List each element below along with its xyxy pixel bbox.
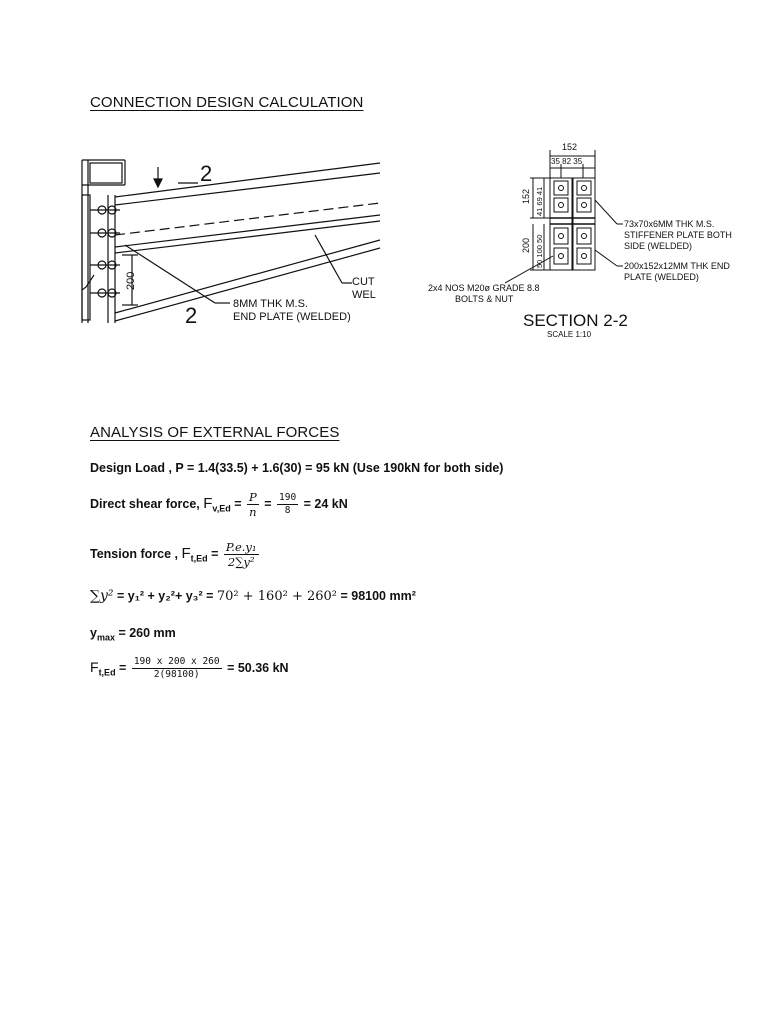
- sum-lhs: ∑y²: [90, 588, 114, 604]
- dim-top-152: 152: [562, 142, 578, 152]
- tension-force-line: [90, 540, 261, 569]
- ft-subscript: t,Ed: [98, 667, 116, 678]
- beam-elevation-drawing: [80, 155, 385, 325]
- callout-cut-line1: CUT: [352, 276, 375, 288]
- sum-terms: 70² + 160² + 260²: [216, 589, 337, 604]
- ft-calc-line: [90, 656, 289, 681]
- section-scale: SCALE 1:10: [547, 330, 592, 339]
- shear-equals-2: =: [260, 496, 276, 511]
- shear-denominator-numeric: 8: [284, 505, 291, 516]
- shear-fraction-symbolic: [247, 490, 259, 519]
- ft-denominator: 2(98100): [153, 669, 200, 680]
- analysis-heading: ANALYSIS OF EXTERNAL FORCES: [90, 424, 340, 441]
- note-stiffener-line1: 73x70x6MM THK M.S.: [624, 219, 715, 229]
- dim-left-152: 152: [521, 188, 531, 204]
- callout-cut-line2: WEL: [352, 289, 376, 301]
- dim-top-parts: 35 82 35: [551, 157, 583, 166]
- tension-denominator: 2∑y²: [227, 555, 255, 569]
- tension-equals: =: [207, 546, 222, 561]
- ymax-line: [90, 626, 176, 643]
- section-mark-top: 2: [200, 161, 213, 186]
- note-stiffener-line3: SIDE (WELDED): [624, 241, 693, 251]
- sum-result: = 98100 mm²: [337, 589, 416, 603]
- section-title: SECTION 2-2: [523, 311, 628, 330]
- dim-left-200: 200: [521, 237, 531, 253]
- callout-end-plate-line1: 8MM THK M.S.: [233, 298, 308, 310]
- shear-numerator-numeric: 190: [279, 492, 297, 503]
- ymax-subscript: max: [96, 632, 115, 643]
- section-mark-bottom: 2: [185, 303, 198, 325]
- ft-numerator: 190 x 200 x 260: [133, 656, 220, 667]
- shear-equals: =: [230, 496, 246, 511]
- note-end-plate-line2: PLATE (WELDED): [624, 272, 699, 282]
- shear-force-line: [90, 490, 348, 519]
- shear-label: Direct shear force,: [90, 496, 204, 511]
- ft-symbol: F: [90, 658, 99, 675]
- note-bolts-line2: BOLTS & NUT: [455, 294, 514, 304]
- tension-numerator: P.e.y₁: [225, 540, 257, 554]
- ft-result: = 50.36 kN: [223, 660, 289, 675]
- shear-fraction-numeric: [277, 492, 298, 517]
- page-title: CONNECTION DESIGN CALCULATION: [90, 94, 364, 111]
- tension-symbol: F: [181, 544, 191, 562]
- ft-equals: =: [115, 660, 130, 675]
- dim-left-mid: 41 69 41: [535, 186, 544, 216]
- dim-left-parts: 50 100 50: [535, 234, 544, 268]
- section-2-2-drawing: [425, 138, 755, 343]
- note-bolts-line1: 2x4 NOS M20ø GRADE 8.8: [428, 283, 540, 293]
- sum-y-squared-line: [90, 588, 416, 604]
- callout-end-plate-line2: END PLATE (WELDED): [233, 311, 351, 323]
- ymax-value: = 260 mm: [114, 626, 176, 640]
- ft-fraction: [132, 656, 222, 681]
- tension-label: Tension force ,: [90, 546, 182, 561]
- shear-numerator-symbolic: P: [249, 490, 257, 504]
- tension-subscript: t,Ed: [190, 553, 208, 564]
- dim-200-label: 200: [125, 271, 137, 290]
- note-stiffener-line2: STIFFENER PLATE BOTH: [624, 230, 732, 240]
- shear-symbol: F: [203, 494, 213, 512]
- sum-expansion: = y₁² + y₂²+ y₃² =: [113, 589, 217, 603]
- shear-denominator-symbolic: n: [249, 505, 257, 519]
- ymax-symbol: y: [90, 626, 97, 640]
- shear-result: = 24 kN: [300, 496, 348, 511]
- note-end-plate-line1: 200x152x12MM THK END: [624, 261, 730, 271]
- tension-fraction: [224, 540, 259, 569]
- shear-subscript: v,Ed: [212, 503, 231, 514]
- design-load-line: Design Load , P = 1.4(33.5) + 1.6(30) = 95 kN (Use 190kN for both side): [90, 461, 504, 475]
